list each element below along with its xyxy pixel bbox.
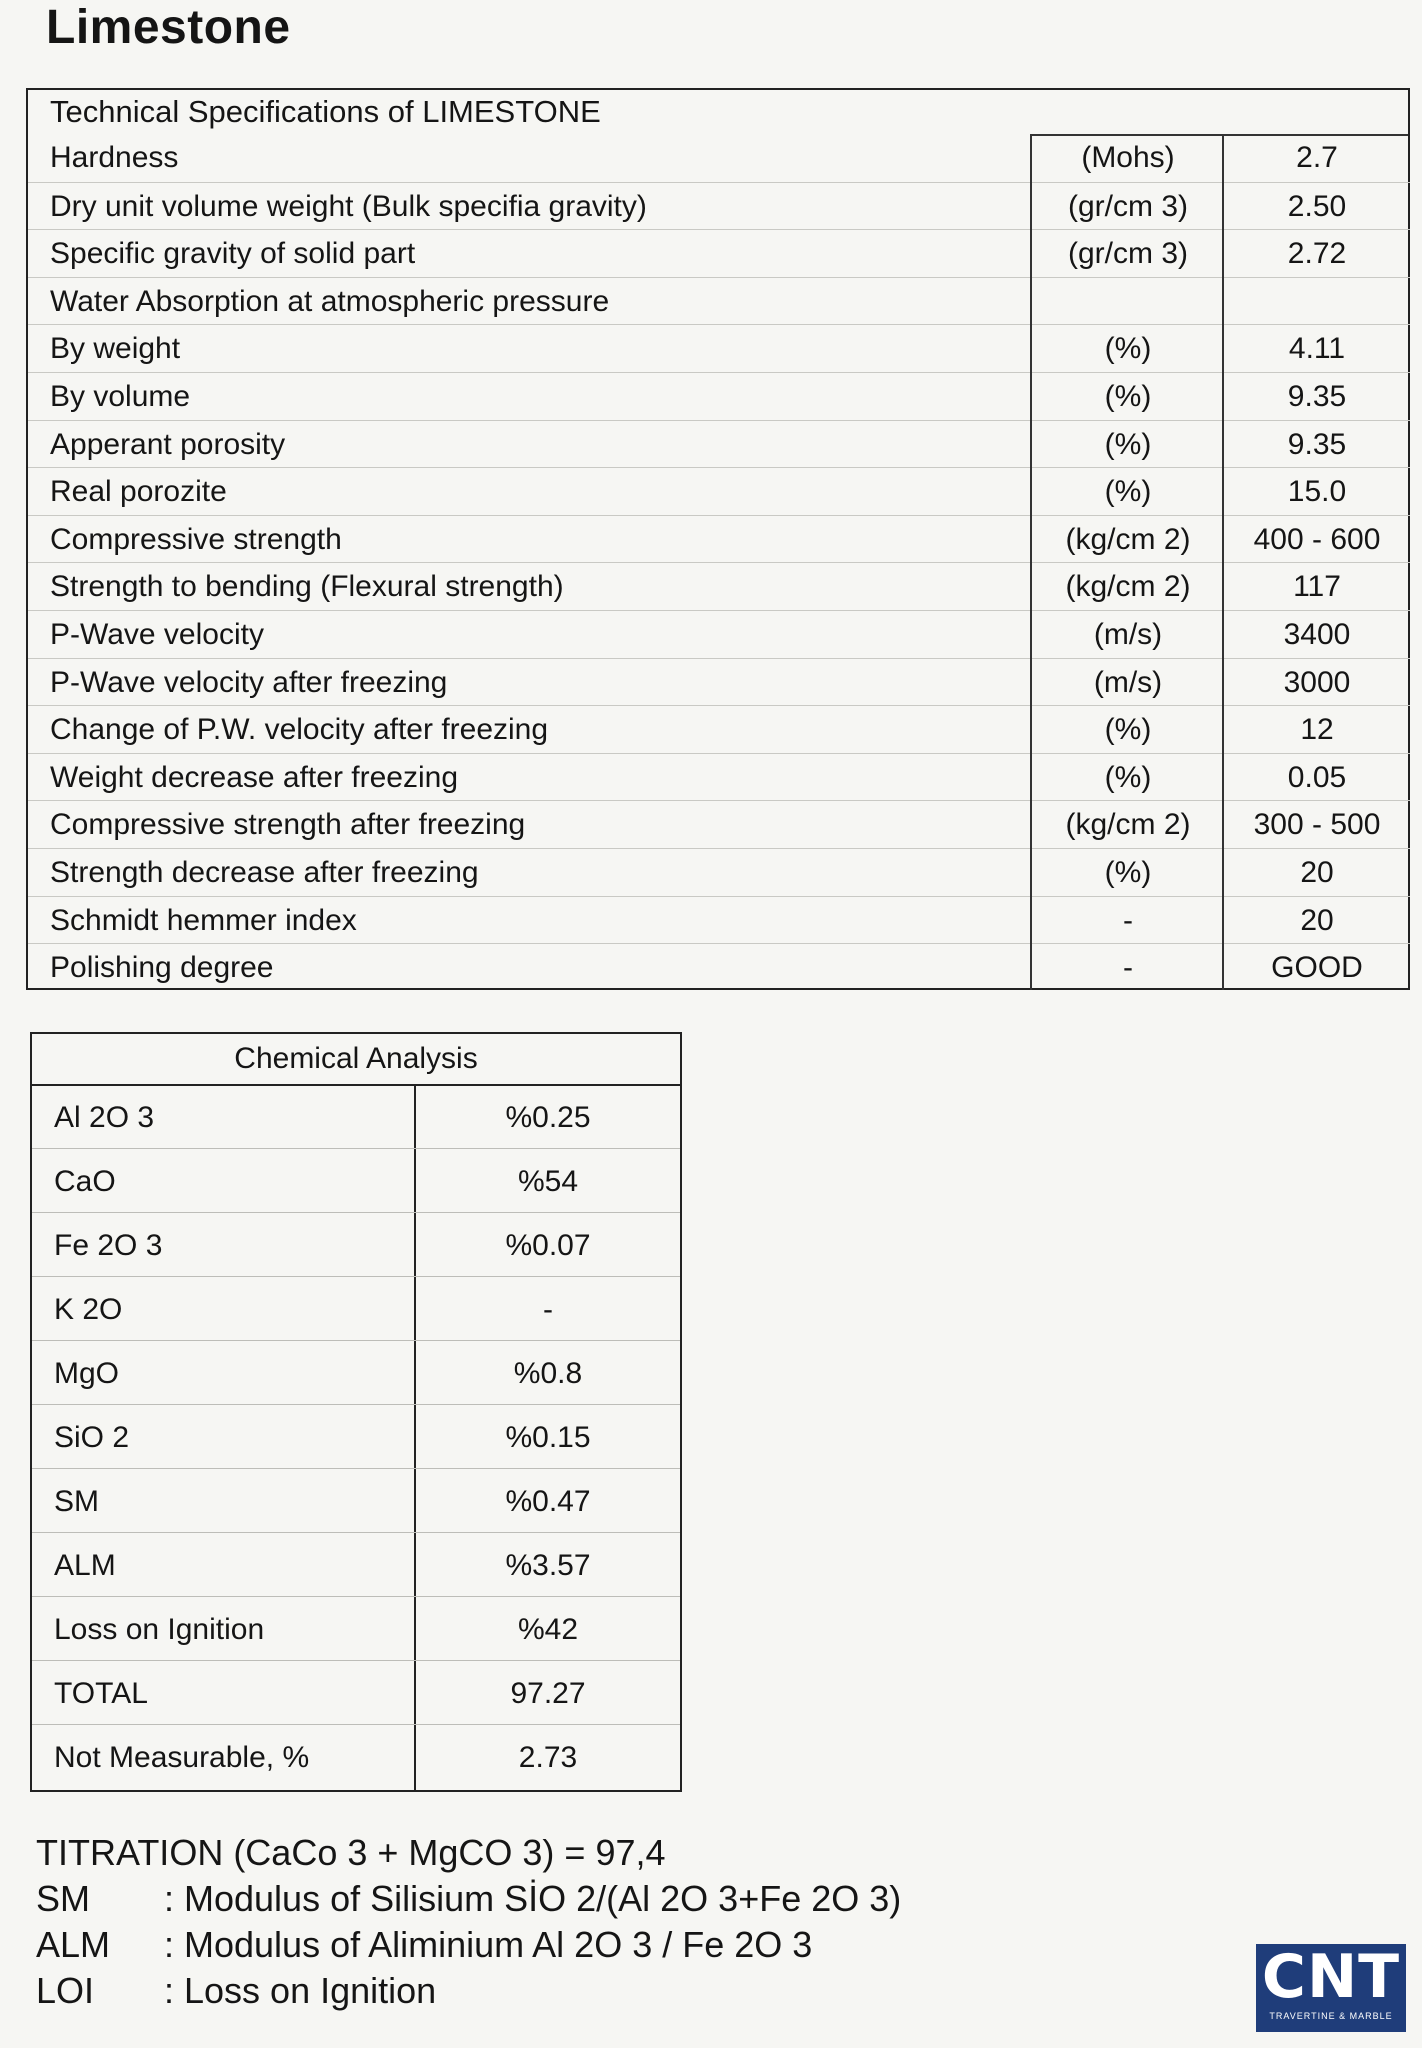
chem-name: Fe 2O 3: [54, 1229, 163, 1262]
chem-name: SiO 2: [54, 1421, 130, 1454]
spec-property-cell: Change of P.W. velocity after freezing: [28, 705, 1030, 753]
spec-unit-cell: (kg/cm 2): [1032, 800, 1224, 848]
chem-row: [32, 1150, 680, 1213]
chem-table-heading: Chemical Analysis: [32, 1034, 680, 1086]
chem-value: %0.07: [505, 1229, 591, 1262]
chem-name: Not Measurable, %: [54, 1741, 310, 1774]
spec-table-heading: Technical Specifications of LIMESTONE: [50, 94, 601, 129]
cnt-logo: [1256, 1944, 1406, 2032]
spec-unit-cell: (%): [1032, 467, 1224, 515]
spec-unit-cell: (%): [1032, 753, 1224, 801]
chem-value: 97.27: [510, 1677, 586, 1710]
spec-value-cell: 3400: [1224, 610, 1410, 658]
chem-value: %0.47: [505, 1485, 591, 1518]
chem-value: %42: [517, 1613, 579, 1646]
note-alm: [36, 1922, 901, 1968]
spec-unit-cell: -: [1032, 896, 1224, 944]
spec-value-cell: 20: [1224, 896, 1410, 944]
spec-property-cell: P-Wave velocity after freezing: [28, 658, 1030, 706]
spec-property-cell: Schmidt hemmer index: [28, 896, 1030, 944]
spec-value-cell: 12: [1224, 705, 1410, 753]
chem-name: ALM: [54, 1549, 116, 1582]
note-abbr: SM: [36, 1878, 90, 1919]
spec-property-cell: Dry unit volume weight (Bulk specifia gravity): [28, 182, 1030, 230]
chem-name: Al 2O 3: [54, 1101, 155, 1134]
note-abbr: LOI: [36, 1970, 95, 2011]
note-text: : Modulus of Silisium SİO 2/(Al 2O 3+Fe 2O 3): [164, 1878, 902, 1919]
note-text: : Modulus of Aliminium Al 2O 3 / Fe 2O 3: [164, 1924, 813, 1965]
spec-property-column: [28, 134, 1030, 990]
chem-name: K 2O: [54, 1293, 123, 1326]
spec-value-cell: 0.05: [1224, 753, 1410, 801]
chem-row: [32, 1214, 680, 1277]
spec-value-cell: 9.35: [1224, 372, 1410, 420]
spec-unit-cell: (m/s): [1032, 658, 1224, 706]
spec-unit-cell: (Mohs): [1081, 141, 1175, 174]
logo-subtext: TRAVERTINE & MARBLE: [1269, 2011, 1393, 2021]
chem-value: %3.57: [505, 1549, 591, 1582]
chem-row: [32, 1470, 680, 1533]
note-abbr: ALM: [36, 1924, 111, 1965]
spec-property-cell: Weight decrease after freezing: [28, 753, 1030, 801]
spec-property-cell: Compressive strength after freezing: [28, 800, 1030, 848]
spec-unit-cell: (kg/cm 2): [1032, 562, 1224, 610]
spec-value-cell: 400 - 600: [1224, 515, 1410, 563]
spec-unit-cell: (m/s): [1032, 610, 1224, 658]
chem-row: [32, 1086, 680, 1149]
spec-unit-cell: (%): [1032, 372, 1224, 420]
chem-value: %0.8: [513, 1357, 583, 1390]
spec-unit-cell: (%): [1032, 705, 1224, 753]
spec-value-cell: 2.7: [1296, 141, 1338, 174]
spec-value-column: [1222, 134, 1410, 990]
spec-value-cell: 3000: [1224, 658, 1410, 706]
chem-name: SM: [54, 1485, 99, 1518]
spec-value-cell: 300 - 500: [1224, 800, 1410, 848]
chem-name: MgO: [54, 1357, 120, 1390]
spec-value-cell: 9.35: [1224, 420, 1410, 468]
spec-value-cell: 2.72: [1224, 229, 1410, 277]
chem-row: [32, 1406, 680, 1469]
spec-property-cell: By weight: [28, 324, 1030, 372]
spec-property-cell: Water Absorption at atmospheric pressure: [28, 277, 1030, 325]
notes-section: [36, 1830, 901, 2014]
spec-property-cell: By volume: [28, 372, 1030, 420]
spec-unit-cell: -: [1032, 943, 1224, 991]
chem-row: [32, 1726, 680, 1789]
chem-row: [32, 1598, 680, 1661]
spec-unit-column: [1030, 134, 1224, 990]
spec-value-cell: 2.50: [1224, 182, 1410, 230]
spec-property-cell: Strength to bending (Flexural strength): [28, 562, 1030, 610]
spec-value-cell: 20: [1224, 848, 1410, 896]
chem-name: CaO: [54, 1165, 116, 1198]
spec-unit-cell: (gr/cm 3): [1032, 229, 1224, 277]
page-title: Limestone: [46, 1, 291, 54]
spec-property-cell: Specific gravity of solid part: [28, 229, 1030, 277]
spec-value-cell: 4.11: [1224, 324, 1410, 372]
chem-value: %54: [517, 1165, 579, 1198]
chem-row: [32, 1278, 680, 1341]
chemical-analysis-table: [30, 1032, 682, 1792]
spec-unit-cell: [1032, 277, 1224, 325]
logo-text: CNT: [1261, 1942, 1401, 2012]
note-loi: [36, 1968, 901, 2014]
spec-unit-cell: (%): [1032, 420, 1224, 468]
spec-unit-cell: (kg/cm 2): [1032, 515, 1224, 563]
spec-property-cell: Apperant porosity: [28, 420, 1030, 468]
spec-unit-cell: (%): [1032, 848, 1224, 896]
spec-value-cell: 15.0: [1224, 467, 1410, 515]
spec-property-cell: P-Wave velocity: [28, 610, 1030, 658]
spec-property-cell: Real porozite: [28, 467, 1030, 515]
note-sm: [36, 1876, 901, 1922]
chem-value: -: [543, 1293, 553, 1326]
technical-spec-table: [26, 88, 1410, 990]
chem-row: [32, 1662, 680, 1725]
spec-property-cell: Strength decrease after freezing: [28, 848, 1030, 896]
chem-value: %0.15: [505, 1421, 591, 1454]
chem-value: 2.73: [518, 1741, 578, 1774]
chem-value: %0.25: [505, 1101, 591, 1134]
spec-property-cell: Polishing degree: [28, 943, 1030, 991]
note-text: : Loss on Ignition: [164, 1970, 437, 2011]
spec-value-cell: GOOD: [1224, 943, 1410, 991]
chem-name: Loss on Ignition: [54, 1613, 265, 1646]
spec-value-cell: [1224, 277, 1410, 325]
chem-row: [32, 1342, 680, 1405]
chem-row: [32, 1534, 680, 1597]
spec-property-cell: Compressive strength: [28, 515, 1030, 563]
spec-value-cell: 117: [1224, 562, 1410, 610]
chem-name: TOTAL: [54, 1677, 148, 1710]
spec-property-cell: Hardness: [50, 141, 179, 174]
titration-line: TITRATION (CaCo 3 + MgCO 3) = 97,4: [36, 1832, 666, 1873]
spec-unit-cell: (gr/cm 3): [1032, 182, 1224, 230]
spec-unit-cell: (%): [1032, 324, 1224, 372]
